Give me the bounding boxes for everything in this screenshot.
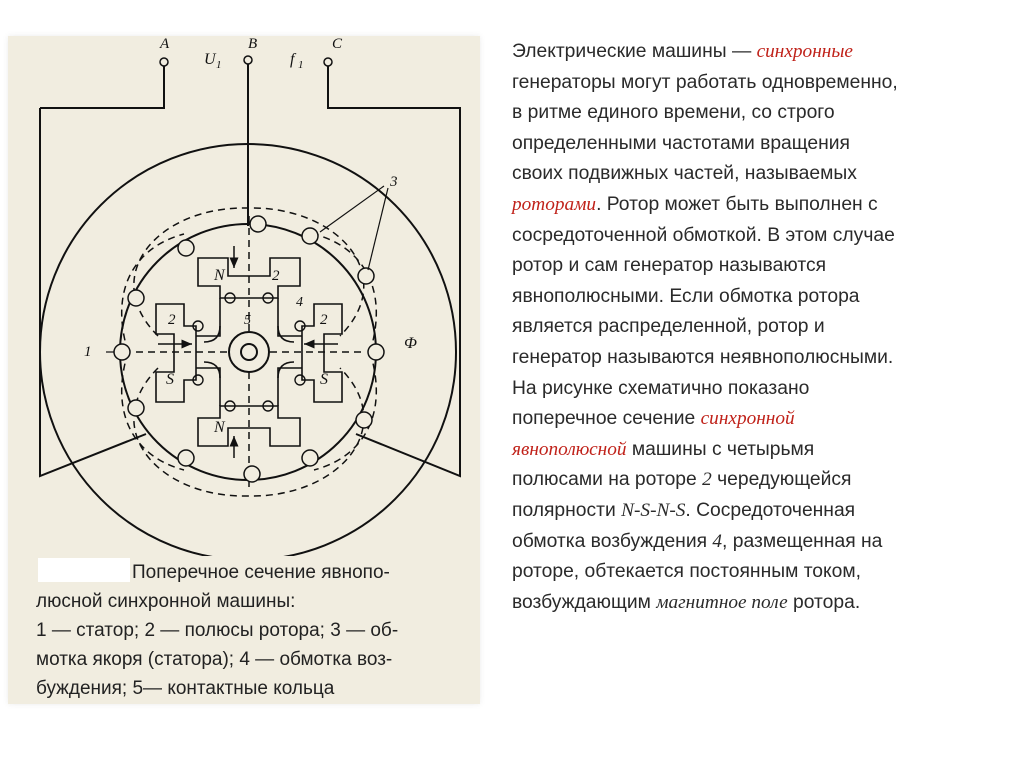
desc-text: машины с четырьмя: [626, 438, 815, 460]
desc-line-11: генератор называются неявнополюсными.: [512, 346, 894, 368]
desc-text: ротора.: [787, 591, 861, 613]
contact-ring-inner: [241, 344, 257, 360]
rotor-pole-left: [156, 304, 196, 402]
synchronous-machine-diagram: [8, 36, 480, 556]
desc-line-2: генераторы могут работать одновременно,: [512, 71, 898, 93]
caption-line-4: мотка якоря (статора); 4 — обмотка воз-: [36, 649, 393, 670]
description-text: [512, 37, 992, 618]
label-1: 1: [84, 344, 92, 360]
label-2-top: 2: [272, 268, 280, 284]
figure-caption: [36, 558, 476, 703]
desc-text: полюсами на роторе: [512, 469, 703, 491]
label-2-right: 2: [320, 312, 328, 328]
pole-label-n-bottom: N: [214, 419, 225, 436]
leader-line-3b: [368, 188, 388, 270]
desc-line-15: [512, 465, 992, 496]
flux-lines: [122, 208, 377, 496]
desc-line-17: [512, 527, 992, 558]
desc-text: поперечное сечение: [512, 408, 701, 430]
label-f1: f: [290, 51, 295, 68]
desc-line-5: своих подвижных частей, называемых: [512, 163, 857, 185]
terminal-label-a: A: [160, 36, 170, 52]
desc-line-14: [512, 435, 992, 466]
desc-line-10: является распределенной, ротор и: [512, 316, 825, 338]
terminal-b: [244, 56, 252, 64]
frame-left: [40, 66, 164, 108]
desc-text: чередующейся: [711, 469, 852, 491]
label-u1: U: [204, 51, 216, 68]
label-u1-sub: 1: [216, 59, 222, 71]
desc-line-13: [512, 404, 992, 435]
label-4: 4: [296, 295, 303, 310]
leader-line-3a: [320, 186, 384, 232]
label-2-left: 2: [168, 312, 176, 328]
term-synchronous-2: синхронной: [700, 408, 795, 430]
caption-line-2: люсной синхронной машины:: [36, 591, 296, 612]
desc-text: . Сосредоточенная: [685, 499, 856, 521]
label-flux: Ф: [404, 335, 417, 352]
contact-ring-outer: [229, 332, 269, 372]
term-synchronous: синхронные: [756, 41, 853, 62]
caption-line-1: Поперечное сечение явнопо-: [132, 562, 390, 583]
pole-label-s-left: S: [166, 371, 174, 388]
desc-line-19: [512, 588, 992, 619]
label-f1-sub: 1: [298, 59, 304, 71]
desc-line-1: [512, 37, 992, 68]
desc-line-8: ротор и сам генератор называются: [512, 255, 827, 277]
desc-text: , размещенная на: [722, 530, 883, 552]
polarity-sequence: N-S-N-S: [621, 499, 686, 521]
desc-text: обмотка возбуждения: [512, 530, 713, 552]
desc-text: . Ротор может быть выполнен с: [596, 193, 878, 215]
desc-line-7: сосредоточенной обмоткой. В этом случае: [512, 224, 895, 246]
desc-text: полярности: [512, 499, 622, 521]
pole-label-n-top: N: [214, 267, 225, 284]
terminal-label-c: C: [332, 36, 343, 52]
stator-inner-circle: [120, 224, 376, 480]
rotor-core-curves: [204, 326, 294, 378]
terminal-c: [324, 58, 332, 66]
figure-panel: [8, 36, 480, 704]
desc-text: возбуждающим: [512, 591, 657, 613]
terminal-a: [160, 58, 168, 66]
caption-line-3: 1 — статор; 2 — полюсы ротора; 3 — об-: [36, 620, 399, 641]
desc-line-16: [512, 496, 992, 527]
ref-2: 2: [702, 469, 712, 491]
desc-line-18: роторе, обтекается постоянным током,: [512, 561, 862, 583]
desc-line-12: На рисунке схематично показано: [512, 377, 810, 399]
term-rotors: роторами: [512, 193, 597, 215]
desc-line-9: явнополюсными. Если обмотка ротора: [512, 285, 860, 307]
ref-4: 4: [712, 530, 723, 552]
desc-line-3: в ритме единого времени, со строго: [512, 102, 835, 124]
terminal-label-b: B: [248, 36, 258, 52]
desc-line-4: определенными частотами вращения: [512, 132, 850, 154]
caption-line-5: буждения; 5— контактные кольца: [36, 678, 335, 699]
label-5: 5: [244, 313, 251, 328]
desc-line-6: [512, 190, 992, 221]
label-3: 3: [390, 174, 398, 190]
pole-label-s-right: S: [320, 371, 328, 388]
term-magnetic-field: магнитное поле: [656, 591, 788, 613]
desc-text: Электрические машины —: [512, 41, 757, 62]
term-salient-pole: явнополюсной: [512, 438, 627, 460]
